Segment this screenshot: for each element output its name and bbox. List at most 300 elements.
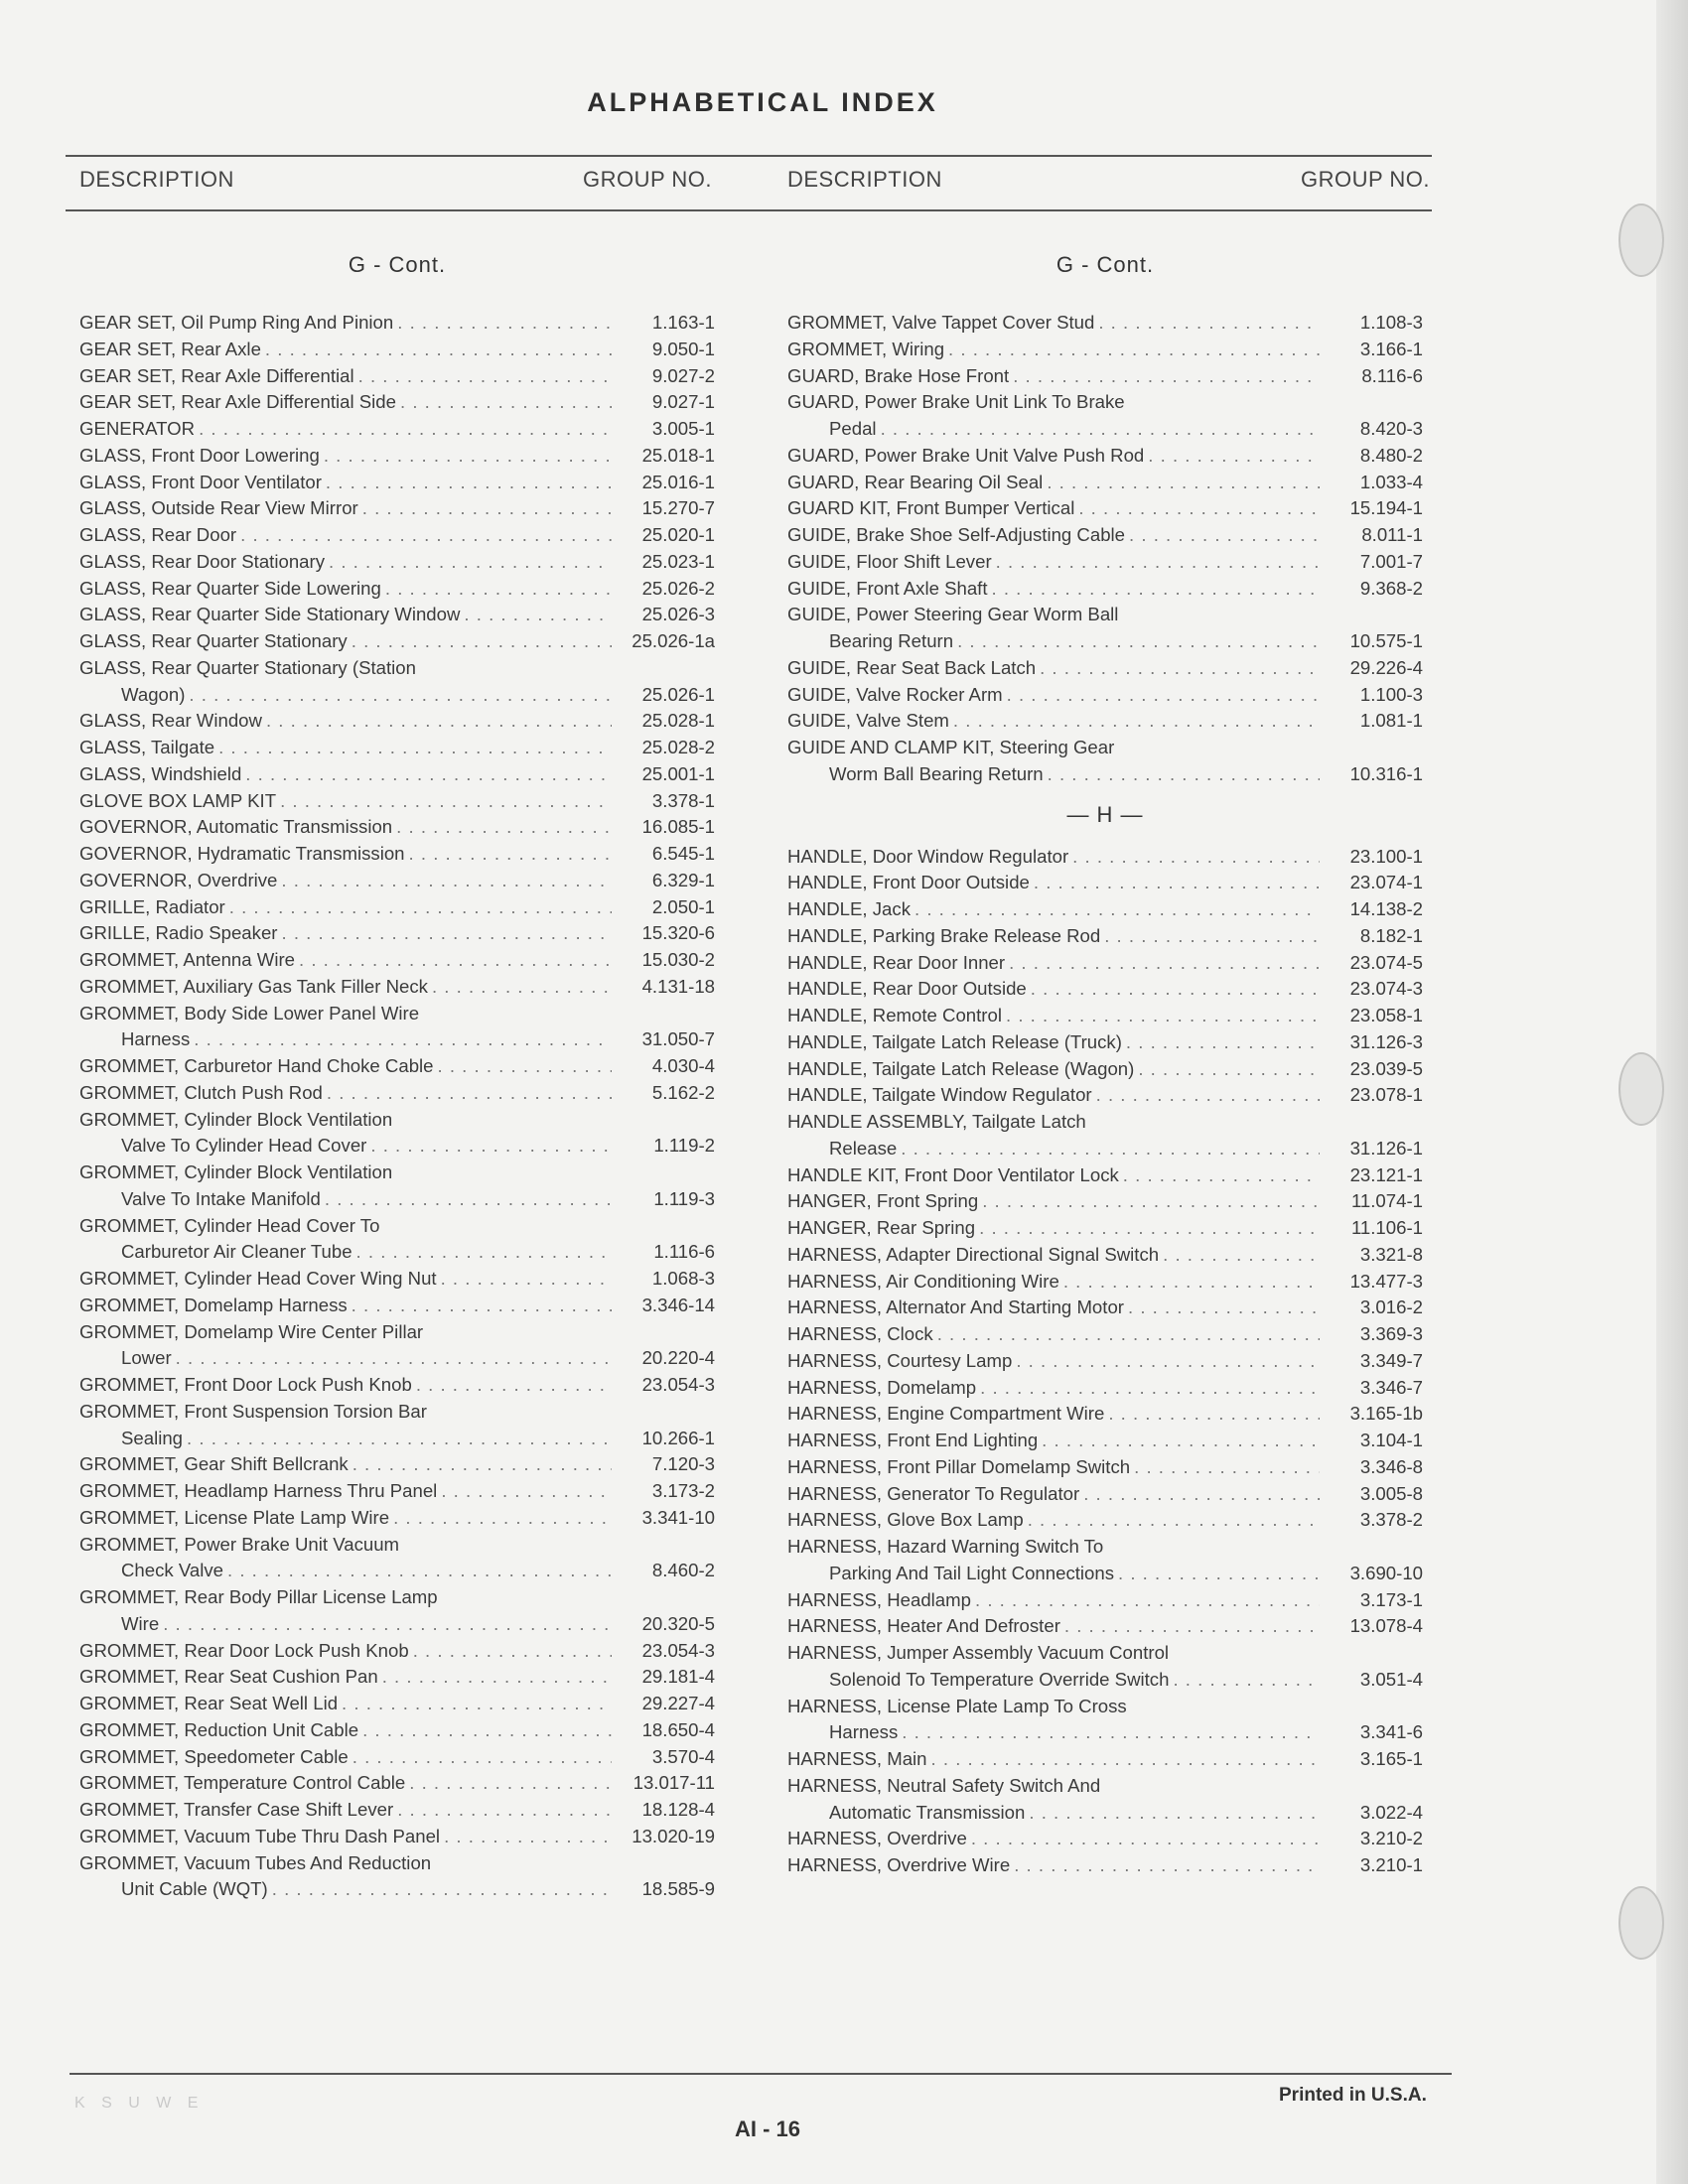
index-entry (79, 1053, 715, 1080)
entry-description: GROMMET, Wiring (787, 338, 945, 359)
index-entry (79, 1717, 715, 1744)
index-entry (79, 1133, 715, 1160)
entry-group-number: 3.341-10 (641, 1506, 715, 1528)
entry-group-number: 3.005-1 (651, 418, 715, 439)
leader-dots (1014, 1852, 1320, 1879)
leader-dots (975, 1587, 1320, 1614)
entry-group-number: 3.369-3 (1359, 1323, 1423, 1344)
entry-group-number: 9.368-2 (1359, 577, 1423, 599)
entry-group-number: 15.270-7 (641, 497, 715, 519)
entry-group-number: 11.106-1 (1350, 1217, 1423, 1238)
index-entry (787, 1667, 1423, 1694)
leader-dots (464, 602, 612, 628)
entry-description: GROMMET, Carburetor Hand Choke Cable (79, 1055, 434, 1076)
entry-description: HARNESS, Overdrive (787, 1828, 967, 1849)
entry-group-number: 15.320-6 (641, 922, 715, 944)
entry-description: Valve To Cylinder Head Cover (121, 1135, 367, 1157)
index-entry (79, 310, 715, 337)
index-entry (79, 868, 715, 894)
entry-description: GROMMET, Cylinder Head Cover Wing Nut (79, 1268, 437, 1289)
entry-group-number: 3.022-4 (1359, 1801, 1423, 1823)
entry-group-number: 8.420-3 (1359, 418, 1423, 439)
leader-dots (218, 735, 612, 761)
entry-group-number: 20.220-4 (641, 1347, 715, 1369)
section-heading: G - Cont. (348, 252, 447, 277)
leader-dots (358, 363, 612, 390)
entry-description: Sealing (121, 1427, 184, 1448)
leader-dots (299, 947, 612, 974)
leader-dots (229, 894, 612, 921)
entry-description: GEAR SET, Rear Axle (79, 338, 261, 359)
index-entry (787, 1162, 1423, 1189)
header-group-left: GROUP NO. (583, 167, 713, 192)
index-entry: HARNESS, Hazard Warning Switch To (787, 1536, 1104, 1557)
entry-group-number: 8.182-1 (1359, 924, 1423, 946)
entry-description: GEAR SET, Rear Axle Differential Side (79, 391, 396, 413)
leader-dots (1108, 1401, 1320, 1428)
entry-group-number: 16.085-1 (641, 816, 715, 838)
leader-dots (416, 1372, 612, 1399)
index-entry (787, 1826, 1423, 1852)
entry-group-number: 3.165-1 (1359, 1748, 1423, 1769)
entry-group-number: 23.039-5 (1349, 1057, 1423, 1079)
index-entry (79, 1797, 715, 1824)
index-entry (79, 947, 715, 974)
entry-group-number: 1.068-3 (651, 1268, 715, 1289)
index-entry (787, 923, 1423, 950)
entry-group-number: 23.054-3 (641, 1639, 715, 1661)
entry-description: HARNESS, Overdrive Wire (787, 1854, 1011, 1875)
entry-description: GLOVE BOX LAMP KIT (79, 789, 277, 811)
leader-dots (1064, 1613, 1320, 1640)
entry-group-number: 23.074-5 (1349, 951, 1423, 973)
leader-dots (240, 522, 612, 549)
entry-description: GRILLE, Radiator (79, 895, 225, 917)
entry-group-number: 25.028-1 (641, 710, 715, 732)
entry-group-number: 11.074-1 (1350, 1190, 1423, 1212)
entry-group-number: 1.081-1 (1359, 710, 1423, 732)
entry-description: GUARD, Power Brake Unit Valve Push Rod (787, 444, 1145, 466)
leader-dots (396, 814, 612, 841)
entry-group-number: 4.030-4 (651, 1055, 715, 1076)
index-entry: GROMMET, Cylinder Block Ventilation (79, 1161, 393, 1182)
leader-dots (370, 1133, 612, 1160)
index-entry (79, 1266, 715, 1293)
entry-description: Check Valve (121, 1560, 224, 1581)
index-entry (787, 1587, 1423, 1614)
entry-description: Valve To Intake Manifold (121, 1187, 321, 1209)
leader-dots (227, 1558, 612, 1584)
index-entry (787, 522, 1423, 549)
index-entry (787, 682, 1423, 709)
entry-group-number: 1.163-1 (651, 312, 715, 333)
leader-dots (948, 337, 1320, 363)
binder-hole (1618, 1886, 1664, 1960)
entry-description: HARNESS, Engine Compartment Wire (787, 1403, 1105, 1425)
entry-group-number: 3.378-2 (1359, 1509, 1423, 1531)
entry-description: HARNESS, Front Pillar Domelamp Switch (787, 1455, 1131, 1477)
entry-group-number: 3.570-4 (651, 1745, 715, 1767)
entry-description: GROMMET, Front Door Lock Push Knob (79, 1374, 412, 1395)
leader-dots (413, 1638, 612, 1665)
leader-dots (979, 1215, 1320, 1242)
leader-dots (409, 841, 612, 868)
index-entry (787, 416, 1423, 443)
leader-dots (1098, 310, 1320, 337)
leader-dots (342, 1691, 612, 1717)
index-entry (787, 1454, 1423, 1481)
leader-dots (1047, 470, 1320, 496)
leader-dots (432, 974, 612, 1001)
index-entry (787, 1269, 1423, 1296)
index-entry (79, 416, 715, 443)
entry-group-number: 23.100-1 (1349, 845, 1423, 867)
entry-description: HARNESS, Headlamp (787, 1588, 971, 1610)
leader-dots (1173, 1667, 1320, 1694)
index-entry: GROMMET, Cylinder Head Cover To (79, 1214, 380, 1236)
top-rule (66, 155, 1432, 157)
entry-group-number: 7.001-7 (1359, 550, 1423, 572)
entry-group-number: 13.020-19 (632, 1825, 715, 1846)
entry-description: Harness (121, 1028, 191, 1050)
leader-dots (356, 1239, 612, 1266)
index-entry (79, 1372, 715, 1399)
index-entry (79, 1824, 715, 1850)
index-entry (787, 1481, 1423, 1508)
index-entry: HARNESS, Jumper Assembly Vacuum Control (787, 1642, 1170, 1663)
index-entry (79, 682, 715, 709)
index-entry (787, 708, 1423, 735)
entry-description: GROMMET, Headlamp Harness Thru Panel (79, 1480, 438, 1501)
index-entry (79, 1345, 715, 1372)
entry-description: HANDLE, Jack (787, 898, 911, 919)
entry-description: HARNESS, Clock (787, 1323, 933, 1344)
entry-description: HANDLE, Front Door Outside (787, 872, 1030, 893)
entry-description: GROMMET, Rear Seat Cushion Pan (79, 1666, 378, 1688)
leader-dots (280, 788, 612, 815)
entry-group-number: 23.058-1 (1349, 1005, 1423, 1025)
entry-group-number: 3.346-14 (641, 1294, 715, 1315)
index-entry (787, 896, 1423, 923)
leader-dots (362, 495, 612, 522)
index-entry: GROMMET, Rear Body Pillar License Lamp (79, 1586, 438, 1607)
leader-dots (1040, 655, 1320, 682)
index-entry (787, 1428, 1423, 1454)
index-entry (787, 1348, 1423, 1375)
entry-description: HANDLE, Remote Control (787, 1005, 1002, 1025)
leader-dots (931, 1746, 1320, 1773)
index-entry (79, 1239, 715, 1266)
index-entry (79, 1770, 715, 1797)
index-entry: GROMMET, Vacuum Tubes And Reduction (79, 1851, 432, 1873)
index-entry (79, 974, 715, 1001)
leader-dots (1028, 1507, 1320, 1534)
index-entry (787, 549, 1423, 576)
entry-description: GOVERNOR, Automatic Transmission (79, 816, 393, 838)
index-entry (79, 1691, 715, 1717)
entry-description: GEAR SET, Oil Pump Ring And Pinion (79, 312, 394, 333)
leader-dots (199, 416, 612, 443)
entry-description: GUARD KIT, Front Bumper Vertical (787, 497, 1075, 519)
index-entry: GROMMET, Cylinder Block Ventilation (79, 1108, 393, 1130)
index-entry: GLASS, Rear Quarter Stationary (Station (79, 656, 416, 678)
index-entry (79, 1611, 715, 1638)
index-entry (787, 1136, 1423, 1162)
index-entry (79, 549, 715, 576)
entry-group-number: 10.266-1 (641, 1427, 715, 1448)
index-entry (787, 310, 1423, 337)
entry-description: HARNESS, Heater And Defroster (787, 1615, 1060, 1637)
leader-dots (362, 1717, 612, 1744)
entry-group-number: 31.126-3 (1349, 1030, 1423, 1052)
entry-group-number: 4.131-18 (641, 975, 715, 997)
leader-dots (1063, 1269, 1320, 1296)
leader-dots (189, 682, 612, 709)
entry-description: HARNESS, Courtesy Lamp (787, 1349, 1013, 1371)
entry-group-number: 13.017-11 (633, 1772, 715, 1794)
leader-dots (992, 576, 1320, 603)
footer-rule (70, 2073, 1452, 2075)
entry-description: HANGER, Rear Spring (787, 1217, 976, 1238)
binder-hole (1618, 1052, 1664, 1126)
leader-dots (176, 1345, 612, 1372)
entry-description: HANDLE KIT, Front Door Ventilator Lock (787, 1163, 1119, 1185)
leader-dots (441, 1266, 612, 1293)
index-entry (787, 870, 1423, 896)
entry-group-number: 3.104-1 (1359, 1430, 1423, 1450)
index-entry (787, 844, 1423, 871)
index-entry (787, 1295, 1423, 1321)
entry-group-number: 1.116-6 (653, 1241, 715, 1263)
entry-description: GRILLE, Radio Speaker (79, 922, 278, 944)
leader-dots (325, 1186, 612, 1213)
entry-description: Pedal (829, 418, 877, 439)
leader-dots (441, 1478, 612, 1505)
leader-dots (281, 868, 612, 894)
index-entry (79, 363, 715, 390)
leader-dots (1007, 682, 1320, 709)
entry-group-number: 3.210-1 (1359, 1854, 1423, 1875)
entry-group-number: 25.026-1 (641, 683, 715, 705)
entry-group-number: 18.585-9 (641, 1878, 715, 1900)
entry-group-number: 8.011-1 (1361, 524, 1423, 545)
right-column (787, 248, 1423, 1879)
index-entry: GROMMET, Domelamp Wire Center Pillar (79, 1320, 424, 1342)
entry-description: HARNESS, Alternator And Starting Motor (787, 1297, 1124, 1318)
entry-description: Lower (121, 1347, 172, 1369)
index-entry (79, 735, 715, 761)
leader-dots (281, 920, 612, 947)
index-entry (79, 1080, 715, 1107)
entry-description: GLASS, Outside Rear View Mirror (79, 497, 358, 519)
entry-group-number: 8.480-2 (1359, 444, 1423, 466)
index-entry (79, 841, 715, 868)
entry-description: GLASS, Tailgate (79, 737, 215, 757)
index-entry (787, 1242, 1423, 1269)
entry-description: GLASS, Front Door Lowering (79, 444, 320, 466)
entry-description: GOVERNOR, Hydramatic Transmission (79, 843, 405, 864)
index-entry (787, 1321, 1423, 1348)
index-entry (79, 337, 715, 363)
entry-group-number: 23.074-1 (1349, 872, 1423, 893)
entry-group-number: 8.460-2 (651, 1560, 715, 1581)
section-heading: G - Cont. (1055, 252, 1155, 277)
index-entry (79, 788, 715, 815)
leader-dots (245, 761, 612, 788)
leader-dots (982, 1188, 1320, 1215)
index-entry (787, 1375, 1423, 1402)
entry-group-number: 3.005-8 (1359, 1482, 1423, 1504)
entry-description: GUIDE, Floor Shift Lever (787, 550, 992, 572)
entry-description: GUIDE, Valve Stem (787, 710, 949, 732)
leader-dots (1016, 1348, 1320, 1375)
leader-dots (1123, 1162, 1320, 1189)
entry-description: GROMMET, Gear Shift Bellcrank (79, 1453, 349, 1475)
entry-group-number: 25.018-1 (641, 444, 715, 466)
index-entry (79, 522, 715, 549)
entry-description: GROMMET, Speedometer Cable (79, 1745, 349, 1767)
header-group-right: GROUP NO. (1301, 167, 1431, 192)
printed-in-label: Printed in U.S.A. (1279, 2085, 1427, 2106)
leader-dots (1009, 950, 1320, 977)
index-entry (79, 576, 715, 603)
index-entry (787, 1029, 1423, 1056)
leader-dots (163, 1611, 612, 1638)
leader-dots (996, 549, 1320, 576)
index-entry (787, 976, 1423, 1003)
leader-dots (397, 310, 612, 337)
entry-group-number: 25.026-3 (641, 604, 715, 625)
leader-dots (438, 1053, 612, 1080)
entry-group-number: 1.108-3 (1359, 312, 1423, 333)
entry-description: Worm Ball Bearing Return (829, 762, 1044, 784)
page-title: ALPHABETICAL INDEX (587, 87, 938, 117)
leader-dots (1134, 1454, 1320, 1481)
leader-dots (1138, 1056, 1320, 1083)
entry-group-number: 25.026-2 (641, 577, 715, 599)
entry-description: GOVERNOR, Overdrive (79, 869, 278, 890)
entry-description: GROMMET, Domelamp Harness (79, 1294, 348, 1315)
index-entry (787, 1613, 1423, 1640)
index-entry (787, 495, 1423, 522)
index-entry (787, 1852, 1423, 1879)
entry-description: GUARD, Brake Hose Front (787, 364, 1010, 386)
footer-faint-text: K S U W E (74, 2095, 205, 2112)
entry-description: HARNESS, Front End Lighting (787, 1430, 1039, 1450)
entry-description: HARNESS, Generator To Regulator (787, 1482, 1080, 1504)
section-heading-h: — H — (1066, 801, 1144, 827)
index-entry (787, 443, 1423, 470)
entry-description: Solenoid To Temperature Override Switch (829, 1668, 1170, 1690)
leader-dots (1148, 443, 1320, 470)
leader-dots (352, 1744, 612, 1771)
leader-dots (326, 470, 612, 496)
index-entry (79, 1558, 715, 1584)
index-entry: GUARD, Power Brake Unit Link To Brake (787, 391, 1125, 413)
entry-description: Release (829, 1137, 898, 1159)
entry-group-number: 18.650-4 (641, 1718, 715, 1740)
entry-group-number: 6.329-1 (651, 869, 715, 890)
entry-description: Bearing Return (829, 630, 954, 651)
entry-group-number: 3.321-8 (1359, 1243, 1423, 1265)
leader-dots (937, 1321, 1320, 1348)
entry-description: HARNESS, Domelamp (787, 1376, 977, 1398)
leader-dots (1118, 1561, 1320, 1587)
index-entry: HARNESS, Neutral Safety Switch And (787, 1774, 1101, 1796)
entry-description: HANDLE, Tailgate Latch Release (Wagon) (787, 1057, 1135, 1079)
entry-group-number: 6.545-1 (651, 843, 715, 864)
entry-group-number: 10.575-1 (1349, 630, 1423, 651)
leader-dots (971, 1826, 1320, 1852)
entry-group-number: 25.026-1a (632, 630, 715, 651)
entry-description: Harness (829, 1721, 899, 1743)
index-entry (79, 894, 715, 921)
index-entry (79, 1478, 715, 1505)
entry-description: Carburetor Air Cleaner Tube (121, 1241, 352, 1263)
leader-dots (1129, 522, 1320, 549)
index-entry (79, 1026, 715, 1053)
entry-description: GLASS, Front Door Ventilator (79, 471, 322, 492)
entry-description: HANDLE, Rear Door Inner (787, 951, 1006, 973)
entry-group-number: 25.001-1 (641, 762, 715, 784)
index-entry: GUIDE, Power Steering Gear Worm Ball (787, 604, 1119, 625)
entry-description: Wire (121, 1612, 160, 1634)
index-entry: GROMMET, Power Brake Unit Vacuum (79, 1533, 400, 1555)
index-entry: HARNESS, License Plate Lamp To Cross (787, 1695, 1127, 1716)
entry-group-number: 8.116-6 (1361, 364, 1423, 386)
entry-group-number: 29.226-4 (1349, 656, 1423, 678)
entry-description: GROMMET, Temperature Control Cable (79, 1772, 406, 1794)
entry-group-number: 9.050-1 (651, 338, 715, 359)
entry-group-number: 31.126-1 (1349, 1137, 1423, 1159)
index-entry (787, 950, 1423, 977)
entry-group-number: 3.173-1 (1359, 1588, 1423, 1610)
entry-description: GLASS, Rear Quarter Side Stationary Window (79, 604, 461, 625)
entry-description: GROMMET, Transfer Case Shift Lever (79, 1799, 394, 1820)
index-entry (79, 708, 715, 735)
entry-group-number: 9.027-1 (651, 391, 715, 413)
index-entry (79, 920, 715, 947)
entry-group-number: 3.378-1 (651, 789, 715, 811)
index-entry (79, 1426, 715, 1452)
index-entry (79, 1638, 715, 1665)
index-entry (787, 1215, 1423, 1242)
leader-dots (1163, 1242, 1320, 1269)
entry-description: GROMMET, Rear Door Lock Push Knob (79, 1639, 409, 1661)
entry-group-number: 7.120-3 (651, 1453, 715, 1475)
entry-group-number: 3.346-7 (1359, 1376, 1423, 1398)
leader-dots (352, 1451, 612, 1478)
entry-description: GROMMET, Antenna Wire (79, 949, 295, 970)
leader-dots (980, 1375, 1320, 1402)
entry-group-number: 31.050-7 (641, 1028, 715, 1050)
entry-description: Parking And Tail Light Connections (829, 1562, 1115, 1583)
entry-description: Automatic Transmission (829, 1801, 1026, 1823)
entry-description: GUIDE, Rear Seat Back Latch (787, 656, 1037, 678)
entry-description: GLASS, Rear Door Stationary (79, 550, 325, 572)
entry-description: GLASS, Rear Quarter Stationary (79, 630, 348, 651)
left-column (79, 248, 715, 1903)
index-entry (79, 495, 715, 522)
entry-group-number: 25.028-2 (641, 737, 715, 757)
leader-dots (953, 708, 1320, 735)
entry-group-number: 25.023-1 (641, 550, 715, 572)
entry-description: GLASS, Rear Window (79, 710, 262, 732)
entry-group-number: 3.165-1b (1349, 1403, 1423, 1425)
index-entry (787, 1056, 1423, 1083)
leader-dots (901, 1136, 1320, 1162)
entry-description: HARNESS, Glove Box Lamp (787, 1509, 1024, 1531)
